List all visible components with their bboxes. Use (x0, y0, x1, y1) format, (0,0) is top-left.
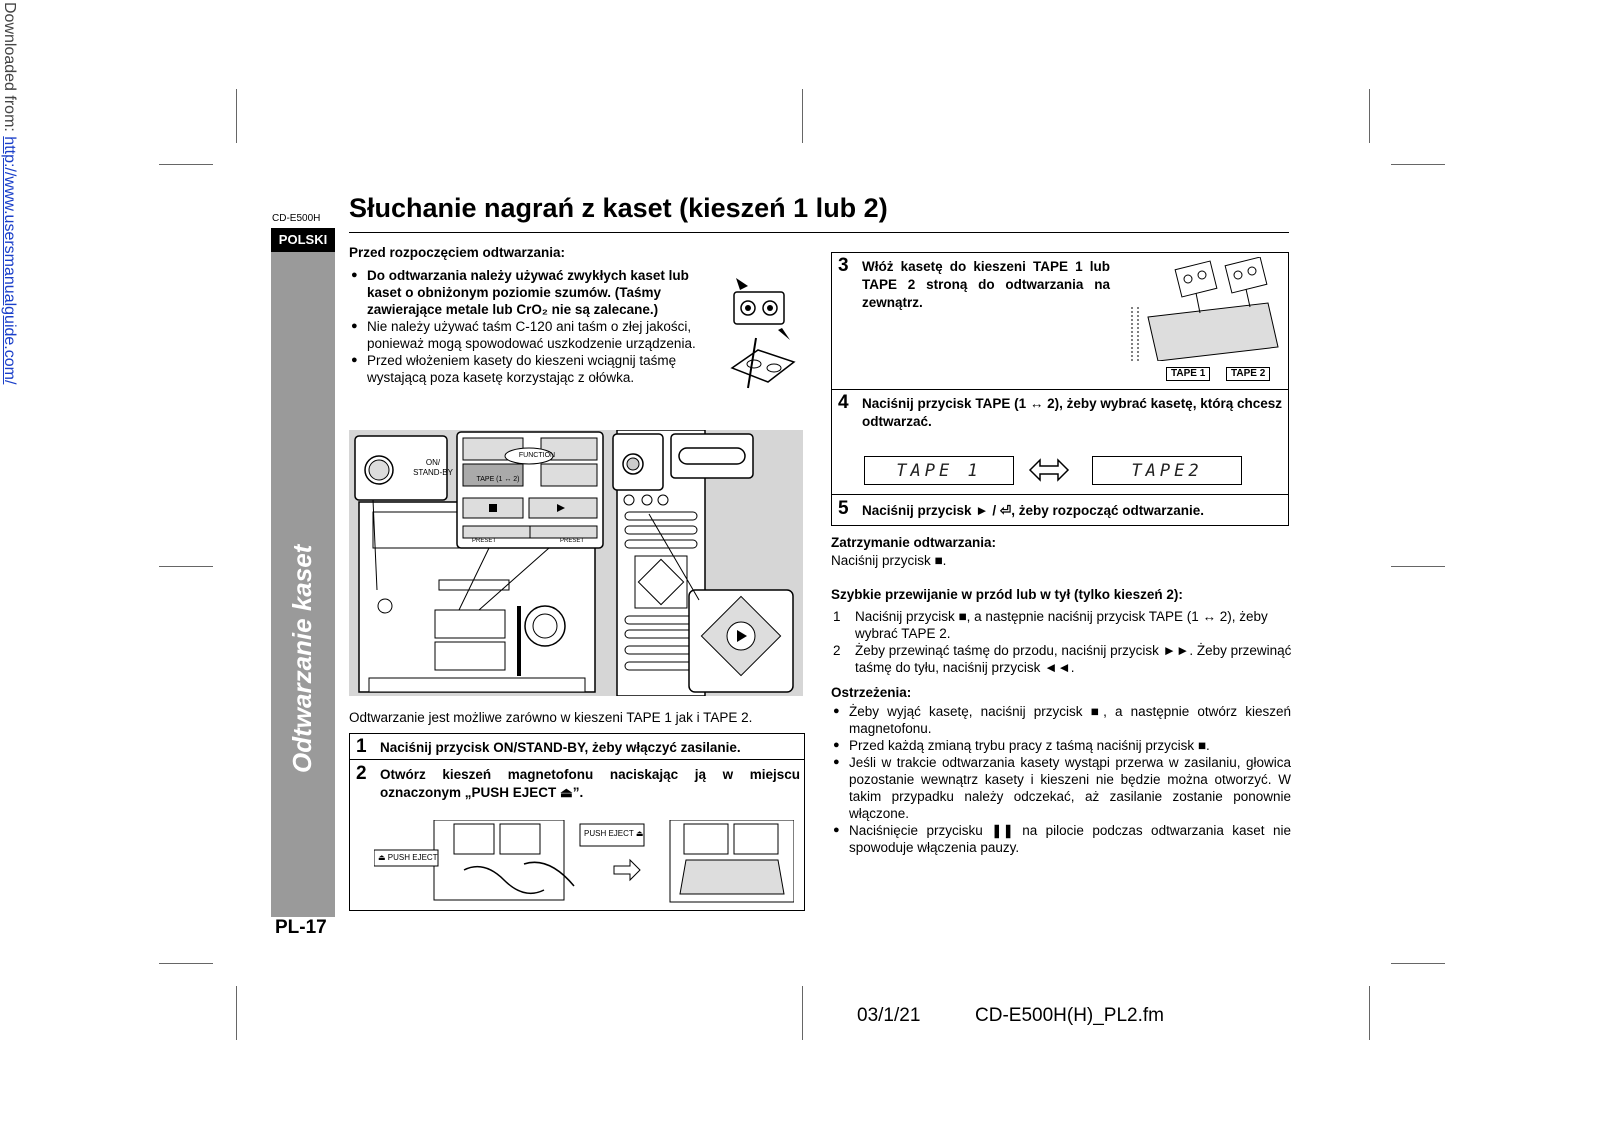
list-item: ● Żeby wyjąć kasetę, naciśnij przycisk ■, a następnie otwórz kieszeń magnetofonu. (831, 703, 1291, 737)
lcd-baseline (864, 484, 1014, 485)
tape2-tag: TAPE 2 (1226, 367, 1270, 381)
warnings-list (831, 703, 1291, 856)
list-item: ● Przed każdą zmianą trybu pracy z taśmą naciśnij przycisk ■. (831, 737, 1291, 754)
playback-note: Odtwarzanie jest możliwe zarówno w kieszeni TAPE 1 jak i TAPE 2. (349, 710, 753, 725)
warnings-heading: Ostrzeżenia: (831, 685, 912, 700)
function-label: FUNCTION (518, 452, 556, 459)
step-number: 1 (356, 736, 367, 757)
lcd-baseline (1092, 484, 1242, 485)
lcd-tape2: TAPE2 (1092, 456, 1242, 484)
lcd-tape1: TAPE 1 (864, 456, 1014, 484)
sidebar (271, 228, 335, 917)
step-4-box (831, 389, 1289, 495)
item-text: Żeby przewinąć taśmę do przodu, naciśnij przycisk ►►. Żeby przewinąć taśmę do tyłu, naciśnij przycisk ◄◄. (855, 643, 1292, 675)
before-heading: Przed rozpoczęciem odtwarzania: (349, 245, 566, 260)
tape1-tag: TAPE 1 (1166, 367, 1210, 381)
page-number: PL-17 (275, 917, 327, 938)
crop-mark (159, 164, 213, 165)
language-tab: POLSKI (271, 228, 335, 252)
crop-mark (236, 89, 237, 143)
watermark (0, 2, 18, 384)
step-text: Otwórz kieszeń magnetofonu naciskając ją w miejscu oznaczonym „PUSH EJECT ⏏”. (380, 767, 800, 800)
crop-mark (1391, 566, 1445, 567)
list-item (831, 642, 1293, 676)
crop-mark (1391, 963, 1445, 964)
crop-mark (1391, 164, 1445, 165)
crop-mark (159, 566, 213, 567)
step-text: Naciśnij przycisk TAPE (1 ↔ 2), żeby wybrać kasetę, którą chcesz odtwarzać. (862, 396, 1282, 429)
toggle-arrow-icon (1028, 458, 1070, 482)
list-item: ● Do odtwarzania należy używać zwykłych kaset lub kaset o obniżonym poziomie szumów. (Taśmy zawierające metale lub CrO₂ nie są zalecane.) (349, 267, 717, 318)
page-title: Słuchanie nagrań z kaset (kieszeń 1 lub 2) (349, 193, 888, 223)
title-rule (349, 232, 1289, 233)
ffrew-list (831, 608, 1293, 676)
model-label: CD-E500H (272, 213, 321, 224)
step-2-box (349, 759, 805, 911)
tape-button-label: TAPE (1 ↔ 2) (476, 476, 520, 483)
item-text: Naciśnij przycisk ■, a następnie naciśnij przycisk TAPE (1 ↔ 2), żeby wybrać TAPE 2. (855, 609, 1268, 641)
list-item (831, 608, 1293, 642)
before-list (349, 267, 717, 386)
side-section-title: Odtwarzanie kaset (287, 544, 317, 773)
item-number: 2 (833, 643, 841, 658)
ffrew-heading: Szybkie przewijanie w przód lub w tył (tylko kieszeń 2): (831, 587, 1183, 602)
on-standby-label: ON/ STAND-BY (413, 458, 453, 477)
step-1-box (349, 733, 805, 760)
crop-mark (802, 986, 803, 1040)
crop-mark (1369, 89, 1370, 143)
push-eject-label: PUSH EJECT ⏏ (584, 829, 644, 838)
watermark-link[interactable]: http://www.usersmanualguide.com/ (1, 136, 18, 385)
step-number: 5 (838, 498, 849, 519)
item-number: 1 (833, 609, 841, 624)
step-number: 2 (356, 763, 367, 784)
list-item: ● Nie należy używać taśm C-120 ani taśm o złej jakości, ponieważ mogą spowodować uszkodzenie urządzenia. (349, 318, 717, 352)
crop-mark (236, 986, 237, 1040)
list-item: ● Przed włożeniem kasety do kieszeni wciągnij taśmę wystającą poza kasetę korzystając z ołówka. (349, 352, 717, 386)
push-eject-label: ⏏ PUSH EJECT (378, 853, 438, 862)
cassette-insert-illustration (1128, 257, 1284, 361)
watermark-prefix: Downloaded from: (1, 2, 18, 137)
preset-label: PRESET (472, 538, 497, 544)
crop-mark (1369, 986, 1370, 1040)
step-number: 4 (838, 392, 849, 413)
stop-heading: Zatrzymanie odtwarzania: (831, 535, 997, 550)
crop-mark (159, 963, 213, 964)
cassette-illustration (728, 278, 800, 400)
step-3-box (831, 252, 1289, 390)
stop-text: Naciśnij przycisk ■. (831, 553, 947, 568)
step-text: Naciśnij przycisk ► / ⏎, żeby rozpocząć odtwarzanie. (862, 503, 1205, 518)
footer-date: 03/1/21 (857, 1005, 921, 1026)
list-item: ● Jeśli w trakcie odtwarzania kasety wystąpi przerwa w zasilaniu, głowica pozostanie wewnątrz kasety i kieszeni nie będzie można otworzyć. W takim przypadku należy odczekać, aż zasilanie zostanie ponownie włączone. (831, 754, 1291, 822)
preset-label: PRESET (560, 538, 585, 544)
footer-file: CD-E500H(H)_PL2.fm (975, 1005, 1164, 1026)
list-item: ● Naciśnięcie przycisku ❚❚ na pilocie podczas odtwarzania kaset nie spowoduje włączenia pauzy. (831, 822, 1291, 856)
step-text: Naciśnij przycisk ON/STAND-BY, żeby włączyć zasilanie. (380, 740, 741, 755)
step-text: Włóż kasetę do kieszeni TAPE 1 lub TAPE 2 stroną do odtwarzania na zewnątrz. (862, 259, 1110, 310)
step-number: 3 (838, 255, 849, 276)
crop-mark (802, 89, 803, 143)
step-5-box (831, 494, 1289, 526)
